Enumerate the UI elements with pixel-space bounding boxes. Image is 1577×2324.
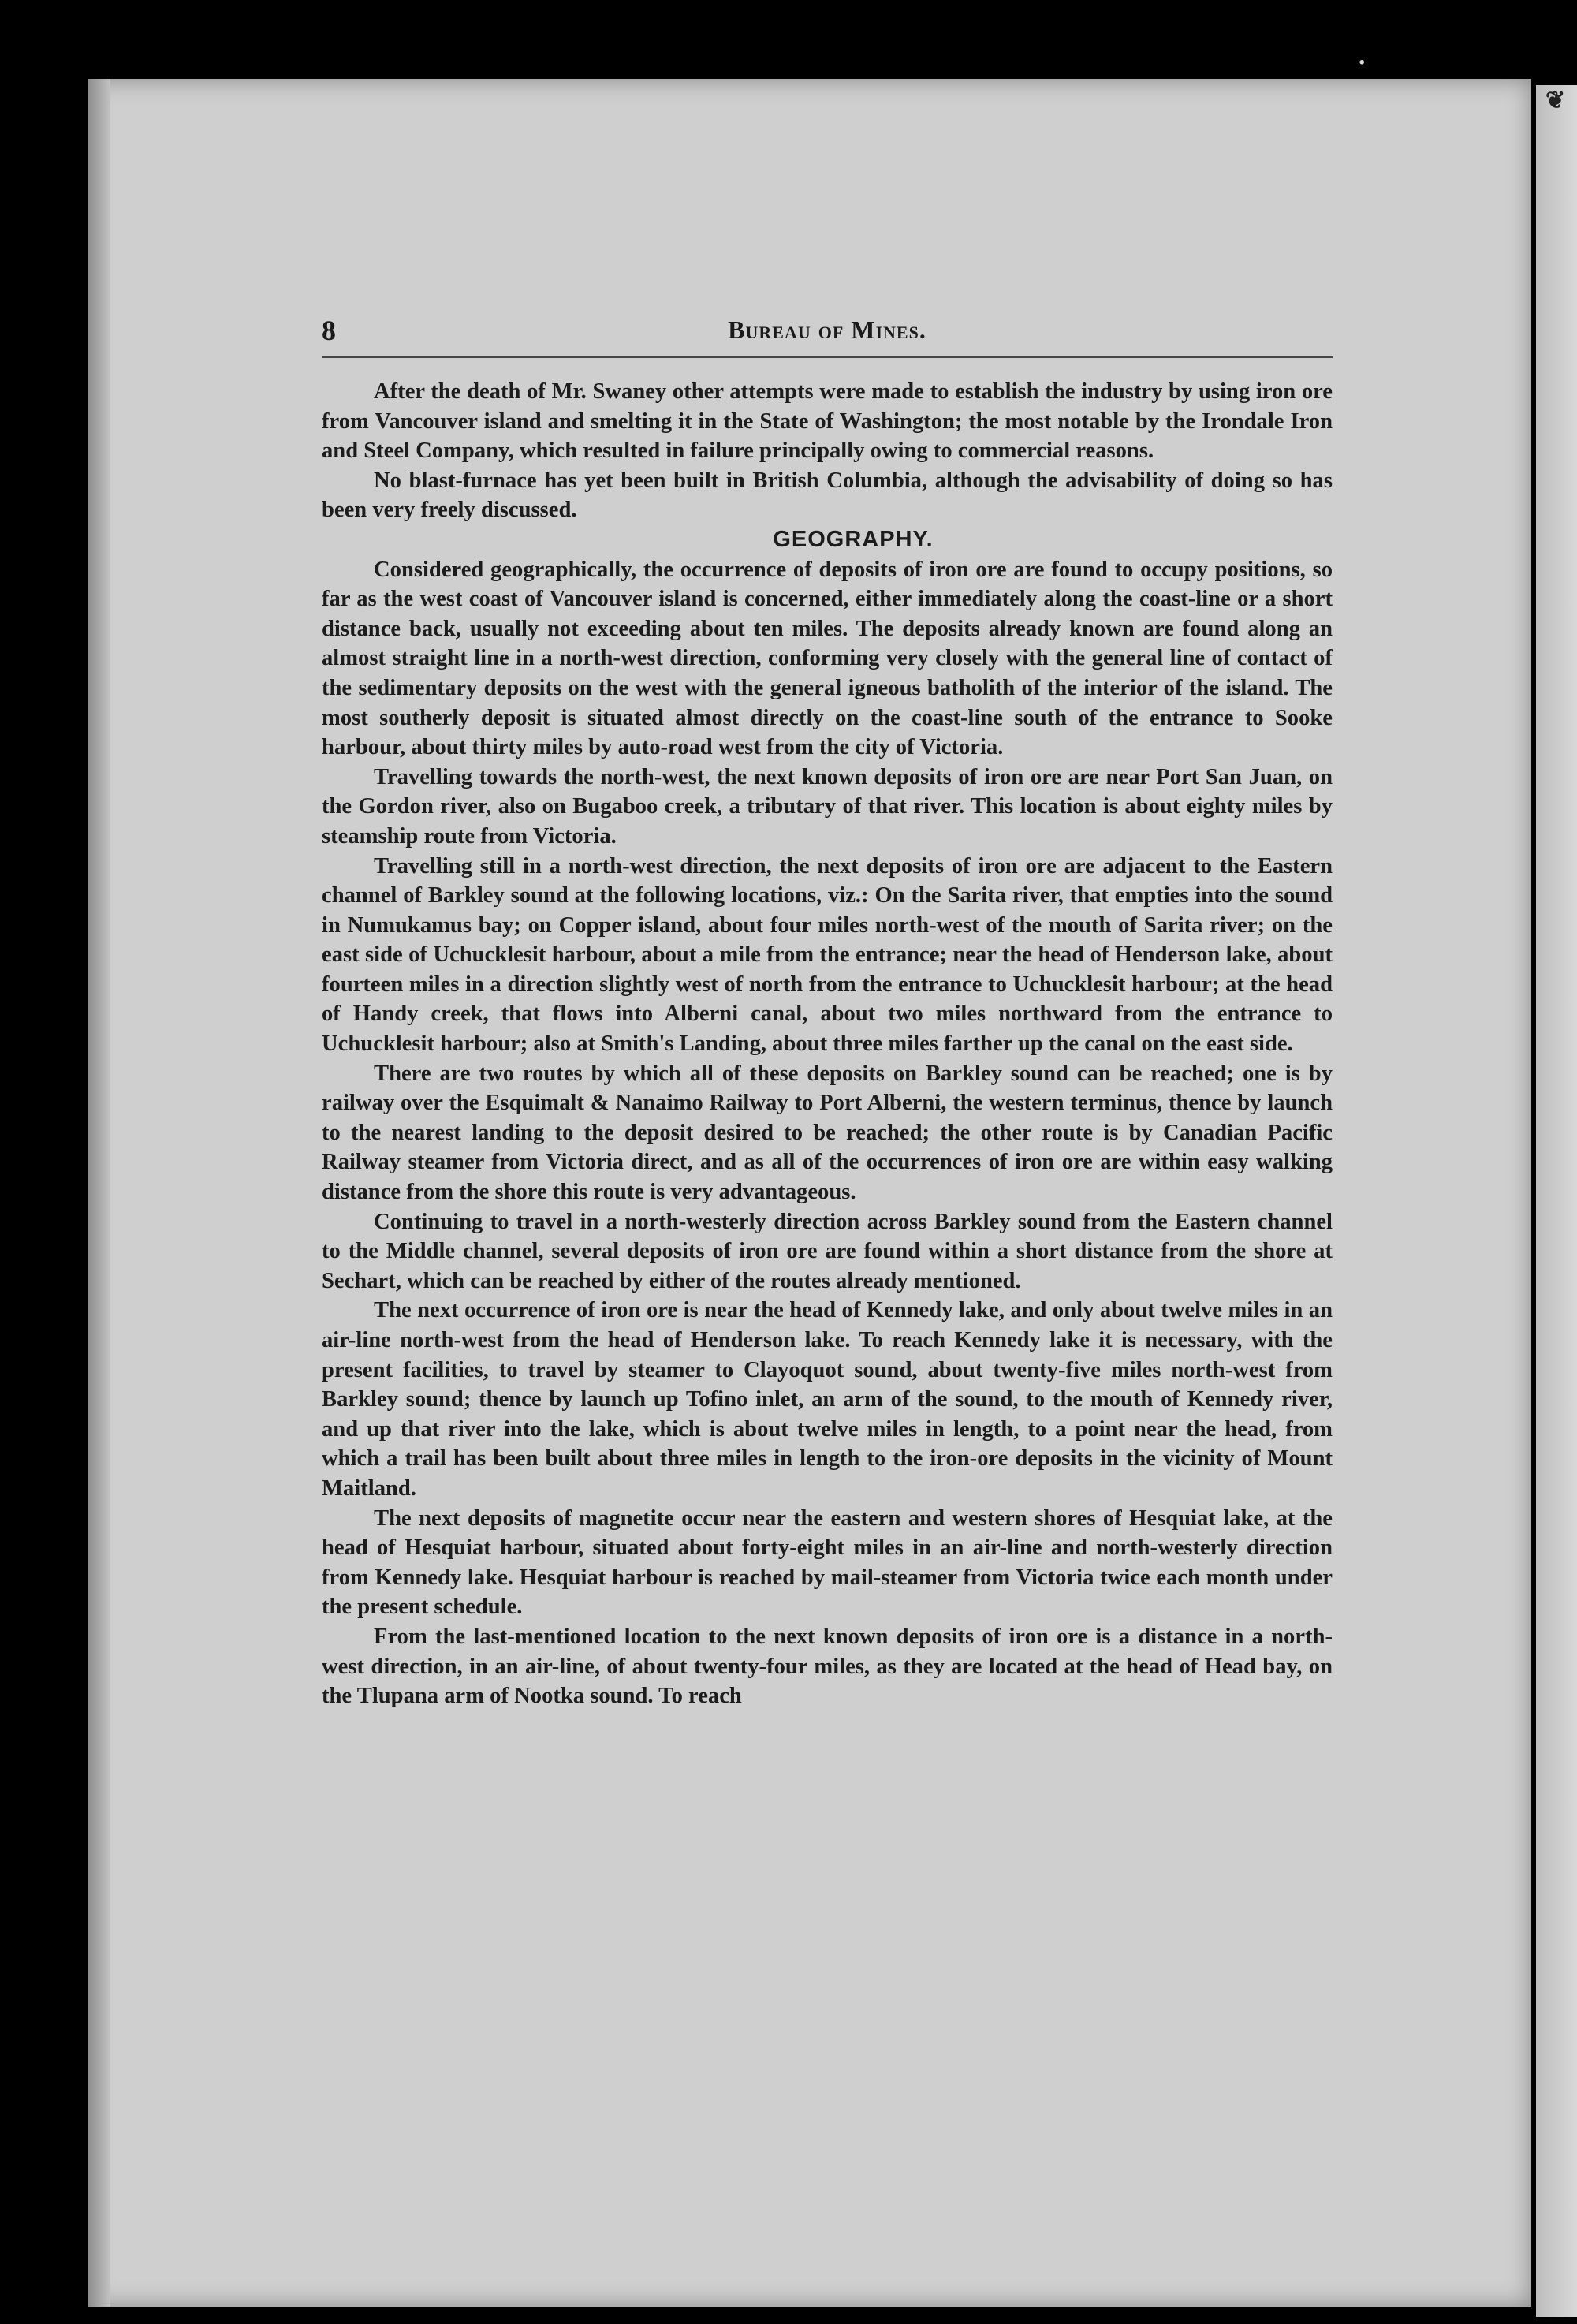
paragraph: Travelling towards the north-west, the next known deposits of iron ore are near Port San Juan, on the Gordon river, also on Bugaboo creek, a tributary of that river. This location is about eighty miles by steamship route from Victoria.	[322, 764, 1333, 849]
paragraph: No blast-furnace has yet been built in British Columbia, although the advisability of doing so has been very freely discussed.	[322, 468, 1333, 523]
paragraph: Travelling still in a north-west direction, the next deposits of iron ore are adjacent to the Eastern channel of Barkley sound at the following locations, viz.: On the Sarita river, that empties into the sound in Numukamus bay; on Copper island, about four miles north-west of the mouth of Sarita river; on the east side of Uchucklesit harbour, about a mile from the entrance; near the head of Henderson lake, about fourteen miles in a direction slightly west of north from the entrance to Uchucklesit harbour; at the head of Handy creek, that flows into Alberni canal, about two miles northward from the entrance to Uchucklesit harbour; also at Smith's Landing, about three miles farther up the canal on the east side.	[322, 853, 1333, 1057]
facing-page-mark: ❦	[1545, 87, 1566, 114]
facing-page-edge	[1536, 85, 1577, 2317]
scan-speck: ·	[1358, 49, 1366, 76]
paragraph: After the death of Mr. Swaney other attempts were made to establish the industry by using iron ore from Vancouver island and smelting it in the State of Washington; the most notable by the Irondale Iron and Steel Company, which resulted in failure principally owing to commercial reasons.	[322, 379, 1333, 464]
running-head: Bureau of Mines.	[728, 315, 926, 344]
section-heading: GEOGRAPHY.	[773, 526, 934, 552]
paragraph: Considered geographically, the occurrence of deposits of iron ore are found to occupy positions, so far as the west coast of Vancouver island is concerned, either immediately along the coast-line or a short distance back, usually not exceeding about ten miles. The deposits already known are found along an almost straight line in a north-west direction, conforming very closely with the general line of contact of the sedimentary deposits on the west with the general igneous batholith of the interior of the island. The most southerly deposit is situated almost directly on the coast-line south of the entrance to Sooke harbour, about thirty miles by auto-road west from the city of Victoria.	[322, 557, 1333, 760]
paragraph: The next occurrence of iron ore is near the head of Kennedy lake, and only about twelve miles in an air-line north-west from the head of Henderson lake. To reach Kennedy lake it is necessary, with the present facilities, to travel by steamer to Clayoquot sound, about twenty-five miles north-west from Barkley sound; thence by launch up Tofino inlet, an arm of the sound, to the mouth of Kennedy river, and up that river into the lake, which is about twelve miles in length, to a point near the head, from which a trail has been built about three miles in length to the iron-ore deposits in the vicinity of Mount Maitland.	[322, 1298, 1333, 1501]
paragraph: From the last-mentioned location to the next known deposits of iron ore is a distance in a north-west direction, in an air-line, of about twenty-four miles, as they are located at the head of Head bay, on the Tlupana arm of Nootka sound. To reach	[322, 1624, 1333, 1709]
paragraph: Continuing to travel in a north-westerly direction across Barkley sound from the Eastern channel to the Middle channel, several deposits of iron ore are found within a short distance from the shore at Sechart, which can be reached by either of the routes already mentioned.	[322, 1209, 1333, 1293]
body-text	[322, 377, 1333, 1711]
page-number: 8	[322, 315, 336, 346]
paragraph: There are two routes by which all of these deposits on Barkley sound can be reached; one is by railway over the Esquimalt & Nanaimo Railway to Port Alberni, the western terminus, thence by launch to the nearest landing to the deposit desired to be reached; the other route is by Canadian Pacific Railway steamer from Victoria direct, and as all of the occurrences of iron ore are within easy walking distance from the shore this route is very advantageous.	[322, 1061, 1333, 1205]
header-rule	[322, 356, 1333, 358]
paragraph: The next deposits of magnetite occur near the eastern and western shores of Hesquiat lake, at the head of Hesquiat harbour, situated about forty-eight miles in an air-line and north-westerly direction from Kennedy lake. Hesquiat harbour is reached by mail-steamer from Victoria twice each month under the present schedule.	[322, 1505, 1333, 1620]
page-header	[322, 314, 1333, 353]
